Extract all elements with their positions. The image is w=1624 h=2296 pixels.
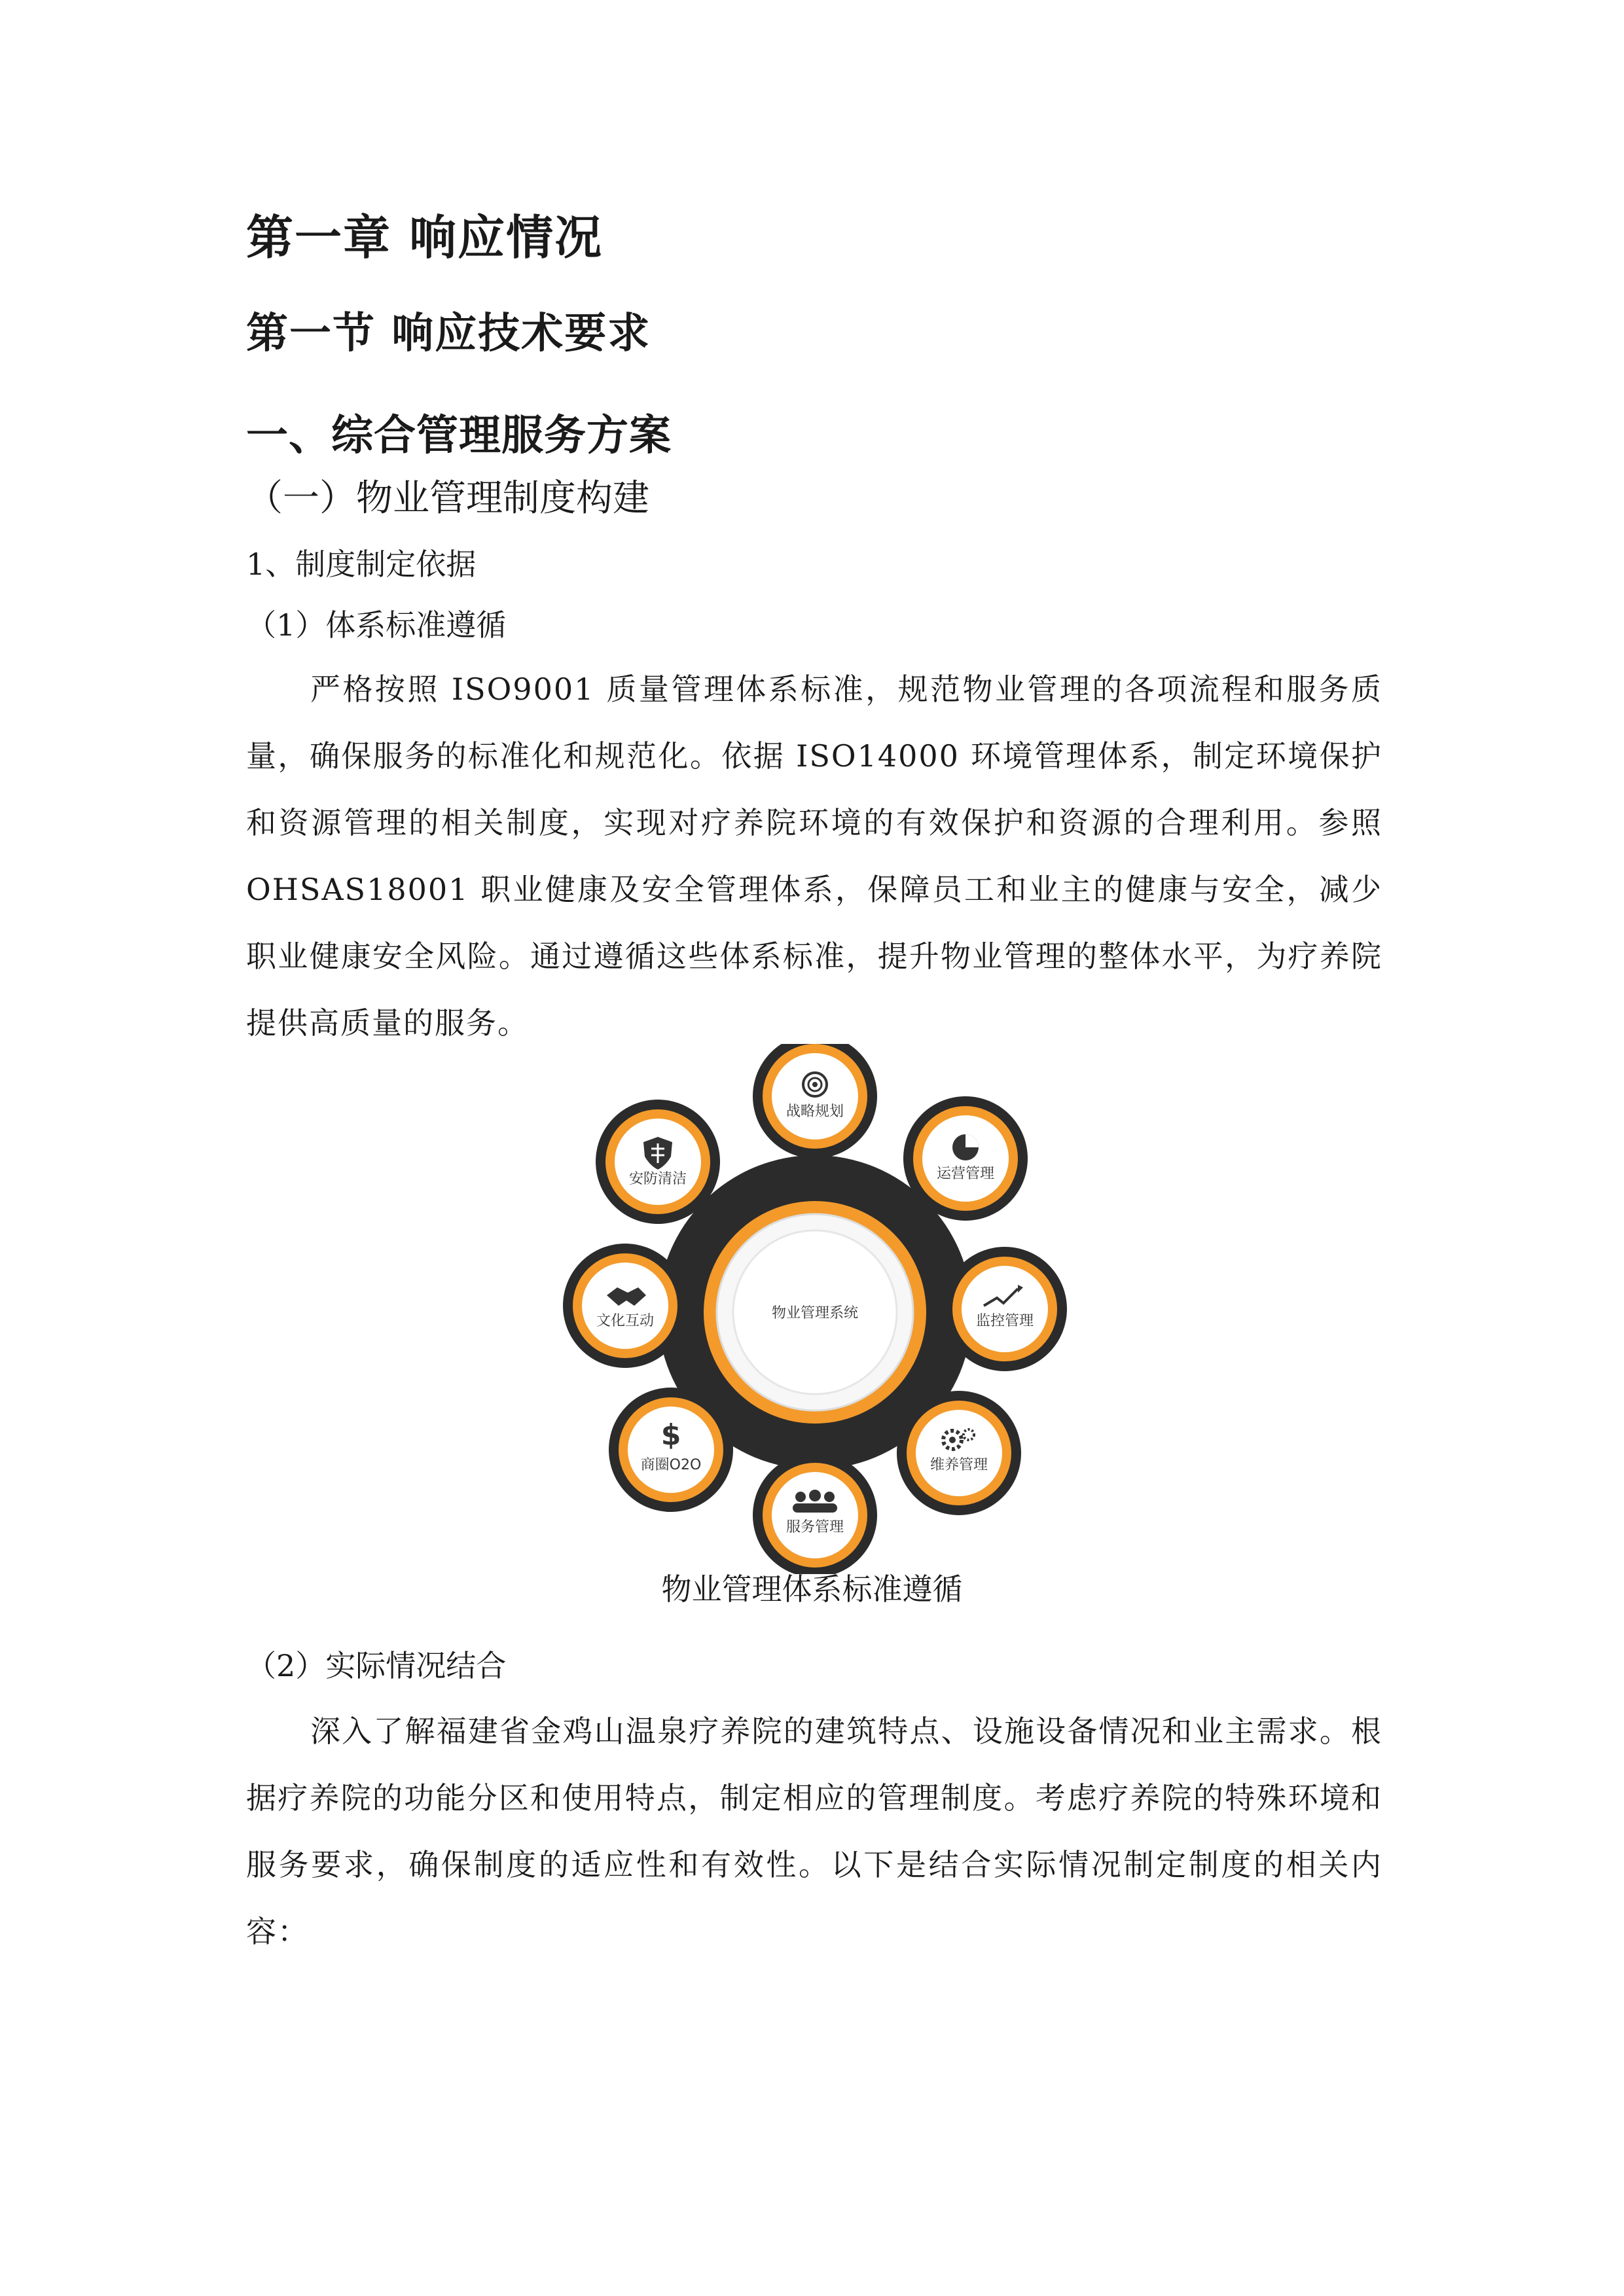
diagram-center-label: 物业管理系统 xyxy=(771,1305,859,1321)
node-label-service-management: 服务管理 xyxy=(785,1519,844,1535)
node-label-business-o2o: 商圈O2O xyxy=(640,1457,702,1473)
node-service-management xyxy=(753,1453,877,1574)
node-label-operations-management: 运营管理 xyxy=(936,1166,995,1182)
subitem-title-2: （2）实际情况结合 xyxy=(246,1648,507,1683)
node-label-monitoring-management: 监控管理 xyxy=(975,1313,1034,1329)
node-label-security-cleaning: 安防清洁 xyxy=(628,1171,687,1187)
node-monitoring-management xyxy=(943,1247,1067,1371)
subitem-title-1: （1）体系标准遵循 xyxy=(246,607,507,643)
body-paragraph-2: 深入了解福建省金鸡山温泉疗养院的建筑特点、设施设备情况和业主需求。根据疗养院的功能分区和使用特点，制定相应的管理制度。考虑疗养院的特殊环境和服务要求，确保制度的适应性和有效性。以下是结合实际情况制定制度的相关内容： xyxy=(246,1713,1382,1949)
pie-chart-icon xyxy=(952,1134,979,1160)
subsubsection-title: （一）物业管理制度构建 xyxy=(246,477,649,520)
node-security-cleaning xyxy=(596,1100,720,1224)
subsection-title: 一、综合管理服务方案 xyxy=(246,412,672,460)
chapter-title: 第一章 响应情况 xyxy=(246,210,604,265)
management-system-diagram xyxy=(560,1044,1070,1574)
node-operations-management xyxy=(903,1096,1028,1221)
body-paragraph-1: 严格按照 ISO9001 质量管理体系标准，规范物业管理的各项流程和服务质量，确保服务的标准化和规范化。依据 ISO14000 环境管理体系，制定环境保护和资源管理的相关制度，实现对疗养院环境的有效保护和资源的合理利用。参照 OHSAS18001 职业健康及安全管理体系，保障员工和业主的健康与安全，减少职业健康安全风险。通过遵循这些体系标准，提升物业管理的整体水平，为疗养院提供高质量的服务。 xyxy=(246,672,1382,1041)
figure-caption: 物业管理体系标准遵循 xyxy=(661,1571,963,1607)
node-culture-interaction xyxy=(563,1244,687,1368)
section-title: 第一节 响应技术要求 xyxy=(246,310,651,358)
node-strategy-planning xyxy=(753,1044,877,1158)
node-business-o2o xyxy=(609,1388,733,1512)
node-maintenance-management xyxy=(897,1391,1021,1515)
people-icon xyxy=(793,1490,837,1513)
diagram-svg xyxy=(560,1044,1070,1574)
node-label-culture-interaction: 文化互动 xyxy=(596,1313,655,1329)
diagram-center xyxy=(704,1201,926,1424)
node-label-strategy-planning: 战略规划 xyxy=(785,1103,844,1120)
node-label-maintenance-management: 维养管理 xyxy=(929,1457,988,1473)
dollar-icon: $ xyxy=(660,1418,681,1452)
item-title: 1、制度制定依据 xyxy=(246,547,477,582)
